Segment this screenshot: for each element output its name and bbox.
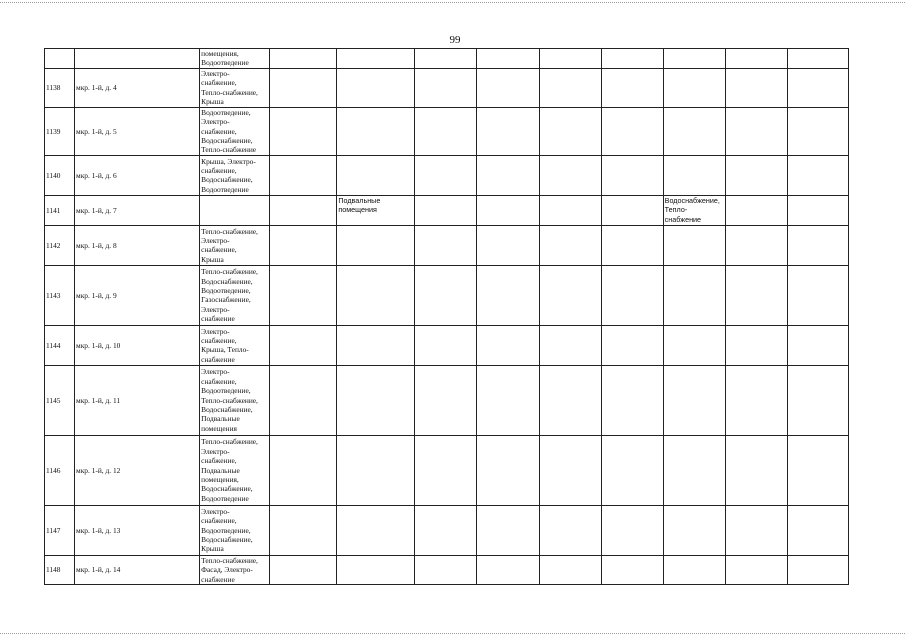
empty-cell — [725, 325, 787, 365]
address-cell — [75, 325, 200, 365]
empty-cell — [270, 265, 337, 325]
empty-cell — [601, 435, 663, 505]
empty-cell — [601, 155, 663, 195]
empty-cell — [601, 68, 663, 107]
table-row — [45, 365, 849, 435]
works-cell — [200, 505, 270, 555]
row-number-cell — [45, 107, 75, 155]
table-row — [45, 265, 849, 325]
basement-cell — [337, 555, 415, 584]
empty-cell — [415, 195, 477, 225]
works-cell — [200, 68, 270, 107]
empty-cell — [539, 107, 601, 155]
row-number-cell — [45, 225, 75, 265]
empty-cell — [539, 325, 601, 365]
address-text: мкр. 1-й, д. 6 — [76, 170, 117, 180]
empty-cell — [539, 265, 601, 325]
empty-cell — [539, 225, 601, 265]
empty-cell — [415, 555, 477, 584]
address-cell — [75, 435, 200, 505]
empty-cell — [601, 555, 663, 584]
address-text: мкр. 1-й, д. 5 — [76, 126, 117, 136]
basement-text: Подвальные помещения — [338, 195, 381, 215]
works-cell — [200, 435, 270, 505]
empty-cell — [725, 435, 787, 505]
water-heat-cell — [663, 435, 725, 505]
address-text: мкр. 1-й, д. 8 — [76, 240, 117, 250]
water-heat-cell — [663, 555, 725, 584]
empty-cell — [477, 265, 539, 325]
empty-cell — [725, 225, 787, 265]
table-row — [45, 325, 849, 365]
table-row — [45, 195, 849, 225]
basement-cell — [337, 435, 415, 505]
works-registry-table — [44, 48, 849, 585]
table-row — [45, 68, 849, 107]
bottom-scan-edge — [0, 633, 905, 634]
empty-cell — [415, 365, 477, 435]
empty-cell — [477, 107, 539, 155]
empty-cell — [270, 155, 337, 195]
empty-cell — [787, 195, 848, 225]
water-heat-cell — [663, 49, 725, 69]
address-cell — [75, 265, 200, 325]
table-row — [45, 435, 849, 505]
empty-cell — [601, 265, 663, 325]
empty-cell — [477, 49, 539, 69]
empty-cell — [787, 505, 848, 555]
empty-cell — [477, 68, 539, 107]
water-heat-cell — [663, 325, 725, 365]
basement-cell — [337, 195, 415, 225]
row-number-cell — [45, 265, 75, 325]
empty-cell — [539, 195, 601, 225]
empty-cell — [539, 365, 601, 435]
empty-cell — [787, 49, 848, 69]
address-cell — [75, 195, 200, 225]
empty-cell — [787, 435, 848, 505]
water-heat-cell — [663, 265, 725, 325]
works-text: Крыша, Электро- снабжение, Водоснабжение, Водоотведение — [201, 156, 256, 194]
empty-cell — [725, 365, 787, 435]
works-cell — [200, 195, 270, 225]
water-heat-text: Водоснабжение, Тепло- снабжение — [664, 195, 720, 224]
row-number-cell — [45, 435, 75, 505]
empty-cell — [415, 325, 477, 365]
row-number-cell — [45, 68, 75, 107]
empty-cell — [787, 155, 848, 195]
water-heat-cell — [663, 68, 725, 107]
empty-cell — [725, 195, 787, 225]
empty-cell — [539, 155, 601, 195]
address-cell — [75, 365, 200, 435]
empty-cell — [415, 505, 477, 555]
empty-cell — [787, 68, 848, 107]
row-number-text: 1144 — [46, 340, 61, 350]
basement-cell — [337, 107, 415, 155]
table-row — [45, 107, 849, 155]
empty-cell — [601, 49, 663, 69]
empty-cell — [787, 107, 848, 155]
empty-cell — [477, 555, 539, 584]
empty-cell — [415, 265, 477, 325]
empty-cell — [539, 555, 601, 584]
empty-cell — [270, 49, 337, 69]
empty-cell — [415, 435, 477, 505]
empty-cell — [725, 155, 787, 195]
water-heat-cell — [663, 225, 725, 265]
empty-cell — [415, 155, 477, 195]
address-text: мкр. 1-й, д. 13 — [76, 525, 121, 535]
address-cell — [75, 68, 200, 107]
row-number-cell — [45, 49, 75, 69]
works-cell — [200, 365, 270, 435]
works-text: Тепло-снабжение, Электро- снабжение, Подвальные помещения, Водоснабжение, Водоотведение — [201, 437, 258, 503]
empty-cell — [415, 225, 477, 265]
empty-cell — [270, 325, 337, 365]
empty-cell — [787, 225, 848, 265]
works-text: Электро- снабжение, Тепло-снабжение, Крыша — [201, 69, 258, 107]
empty-cell — [270, 555, 337, 584]
works-text: помещения, Водоотведение — [201, 49, 249, 68]
works-cell — [200, 225, 270, 265]
water-heat-cell — [663, 505, 725, 555]
empty-cell — [725, 265, 787, 325]
empty-cell — [539, 49, 601, 69]
table-body — [45, 49, 849, 585]
empty-cell — [601, 365, 663, 435]
row-number-text: 1145 — [46, 395, 61, 405]
works-text: Тепло-снабжение, Электро- снабжение, Крыша — [201, 226, 258, 264]
works-text: Электро- снабжение, Водоотведение, Тепло-снабжение, Водоснабжение, Подвальные помещения — [201, 367, 258, 433]
works-cell — [200, 555, 270, 584]
empty-cell — [477, 505, 539, 555]
water-heat-cell — [663, 155, 725, 195]
row-number-text: 1140 — [46, 170, 61, 180]
address-text: мкр. 1-й, д. 4 — [76, 83, 117, 93]
row-number-cell — [45, 325, 75, 365]
address-text: мкр. 1-й, д. 14 — [76, 565, 121, 575]
empty-cell — [477, 325, 539, 365]
page-number: 99 — [449, 34, 461, 46]
works-text: Тепло-снабжение, Водоснабжение, Водоотведение, Газоснабжение, Электро- снабжение — [201, 267, 258, 324]
empty-cell — [539, 435, 601, 505]
row-number-text: 1141 — [46, 205, 61, 215]
basement-cell — [337, 68, 415, 107]
works-cell — [200, 155, 270, 195]
basement-cell — [337, 155, 415, 195]
works-cell — [200, 325, 270, 365]
empty-cell — [539, 505, 601, 555]
empty-cell — [477, 365, 539, 435]
table-row — [45, 225, 849, 265]
empty-cell — [787, 555, 848, 584]
row-number-text: 1147 — [46, 525, 61, 535]
address-text: мкр. 1-й, д. 9 — [76, 290, 117, 300]
empty-cell — [539, 68, 601, 107]
empty-cell — [601, 505, 663, 555]
empty-cell — [270, 68, 337, 107]
address-text: мкр. 1-й, д. 11 — [76, 395, 121, 405]
empty-cell — [601, 195, 663, 225]
table-row — [45, 505, 849, 555]
empty-cell — [477, 195, 539, 225]
works-text: Электро- снабжение, Водоотведение, Водоснабжение, Крыша — [201, 506, 253, 554]
empty-cell — [270, 435, 337, 505]
basement-cell — [337, 225, 415, 265]
address-cell — [75, 155, 200, 195]
empty-cell — [725, 555, 787, 584]
empty-cell — [415, 68, 477, 107]
basement-cell — [337, 49, 415, 69]
empty-cell — [601, 225, 663, 265]
works-text: Тепло-снабжение, Фасад, Электро- снабжение — [201, 555, 258, 584]
row-number-cell — [45, 365, 75, 435]
table-row — [45, 155, 849, 195]
works-cell — [200, 265, 270, 325]
row-number-text: 1142 — [46, 240, 61, 250]
address-text: мкр. 1-й, д. 7 — [76, 205, 117, 215]
empty-cell — [477, 435, 539, 505]
works-cell — [200, 49, 270, 69]
empty-cell — [725, 49, 787, 69]
table-row — [45, 49, 849, 69]
works-text: Водоотведение, Электро- снабжение, Водоснабжение, Тепло-снабжение — [201, 107, 257, 155]
empty-cell — [725, 107, 787, 155]
empty-cell — [477, 155, 539, 195]
address-cell — [75, 505, 200, 555]
empty-cell — [601, 325, 663, 365]
empty-cell — [270, 107, 337, 155]
works-text: Электро- снабжение, Крыша, Тепло- снабжение — [201, 326, 249, 364]
empty-cell — [725, 505, 787, 555]
address-cell — [75, 107, 200, 155]
row-number-text: 1146 — [46, 465, 61, 475]
water-heat-cell — [663, 107, 725, 155]
row-number-text: 1138 — [46, 83, 61, 93]
row-number-cell — [45, 555, 75, 584]
empty-cell — [270, 365, 337, 435]
water-heat-cell — [663, 195, 725, 225]
address-text: мкр. 1-й, д. 12 — [76, 465, 121, 475]
row-number-text: 1148 — [46, 565, 61, 575]
empty-cell — [787, 265, 848, 325]
basement-cell — [337, 505, 415, 555]
top-scan-edge — [0, 2, 905, 3]
address-cell — [75, 49, 200, 69]
empty-cell — [601, 107, 663, 155]
empty-cell — [787, 325, 848, 365]
basement-cell — [337, 325, 415, 365]
empty-cell — [725, 68, 787, 107]
empty-cell — [270, 225, 337, 265]
table-row — [45, 555, 849, 584]
address-cell — [75, 225, 200, 265]
empty-cell — [477, 225, 539, 265]
works-cell — [200, 107, 270, 155]
empty-cell — [415, 107, 477, 155]
water-heat-cell — [663, 365, 725, 435]
row-number-text: 1139 — [46, 126, 61, 136]
empty-cell — [270, 195, 337, 225]
empty-cell — [270, 505, 337, 555]
row-number-cell — [45, 505, 75, 555]
row-number-text: 1143 — [46, 290, 61, 300]
empty-cell — [787, 365, 848, 435]
row-number-cell — [45, 155, 75, 195]
row-number-cell — [45, 195, 75, 225]
basement-cell — [337, 365, 415, 435]
address-cell — [75, 555, 200, 584]
basement-cell — [337, 265, 415, 325]
address-text: мкр. 1-й, д. 10 — [76, 340, 121, 350]
empty-cell — [415, 49, 477, 69]
